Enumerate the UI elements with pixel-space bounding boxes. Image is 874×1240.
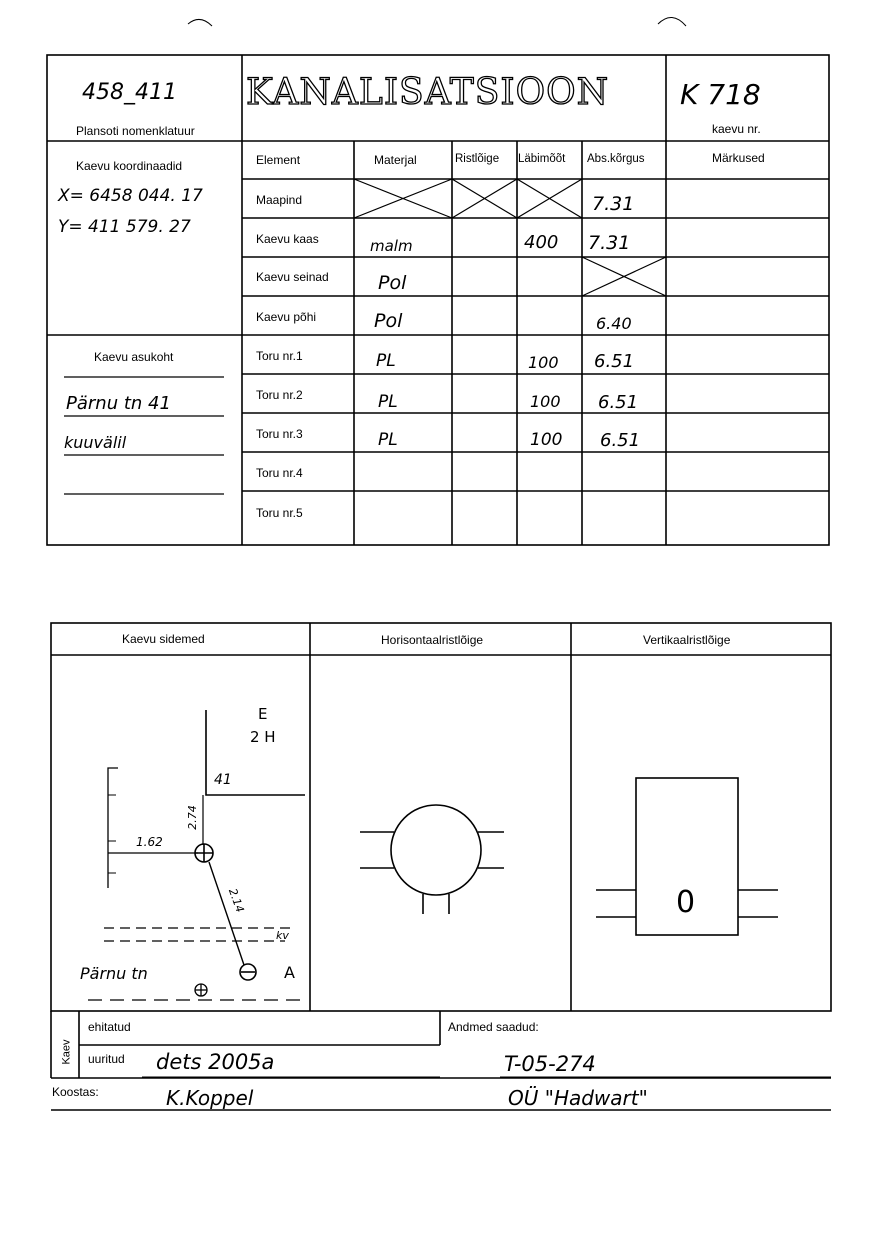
- row-element: Kaevu seinad: [256, 270, 329, 284]
- col-header-cross-section: Ristlõige: [455, 153, 500, 165]
- data-received-value: T-05-274: [504, 1052, 596, 1076]
- fence-line: [108, 768, 118, 888]
- coord-x: X= 6458 044. 17: [58, 186, 203, 206]
- col-header-element: Element: [256, 153, 301, 167]
- row-material: PL: [378, 392, 398, 412]
- sheet-label: Plansoti nomenklatuur: [76, 124, 195, 138]
- row-diameter: 400: [524, 232, 559, 253]
- row-elevation: 7.31: [588, 232, 631, 254]
- annotation-street: Pärnu tn: [80, 964, 148, 983]
- annotation-dist-diag: 2.14: [225, 886, 247, 915]
- punch-hole-right: [658, 17, 686, 26]
- row-material: PL: [378, 430, 398, 450]
- well-number-label: kaevu nr.: [712, 122, 761, 136]
- sketch-header-horizontal: Horisontaalristlõige: [381, 633, 484, 647]
- author-value: K.Koppel: [166, 1086, 254, 1110]
- row-elevation: 6.51: [598, 392, 639, 413]
- sketch-header-vertical: Vertikaalristlõige: [643, 633, 731, 647]
- well-circle: [391, 805, 481, 895]
- annotation-house: 41: [214, 772, 232, 788]
- built-label: ehitatud: [88, 1020, 131, 1034]
- row-element: Kaevu kaas: [256, 232, 319, 246]
- horizontal-section-drawing: [360, 805, 504, 914]
- row-diameter: 100: [530, 430, 563, 450]
- annotation-floors: 2 H: [250, 728, 276, 746]
- author-label: Koostas:: [52, 1085, 99, 1099]
- sketch-header-connections: Kaevu sidemed: [122, 632, 205, 646]
- col-header-material: Materjal: [374, 153, 417, 167]
- data-received-label: Andmed saadud:: [448, 1020, 539, 1034]
- row-element: Maapind: [256, 193, 303, 207]
- punch-hole-left: [188, 19, 212, 26]
- row-elevation: 7.31: [592, 193, 635, 215]
- row-material: Pol: [374, 310, 403, 332]
- annotation-e: E: [258, 705, 268, 723]
- row-diameter: 100: [528, 353, 559, 372]
- coords-label: Kaevu koordinaadid: [76, 159, 183, 173]
- annotation-dist-up: 2.74: [185, 805, 199, 830]
- location-label: Kaevu asukoht: [94, 350, 174, 364]
- surveyed-value: dets 2005a: [156, 1050, 275, 1074]
- well-number: K 718: [680, 78, 761, 111]
- annotation-dist-side: 1.62: [136, 835, 163, 849]
- row-elevation: 6.40: [596, 314, 632, 333]
- row-elevation: 6.51: [600, 430, 641, 451]
- col-header-diameter: Läbimõõt: [518, 153, 566, 165]
- coord-y: Y= 411 579. 27: [58, 217, 191, 237]
- row-elevation: 6.51: [594, 351, 635, 372]
- bottom-form-frame: [51, 623, 831, 1011]
- row-element: Toru nr.3: [256, 427, 303, 441]
- row-material: PL: [376, 351, 396, 371]
- vertical-section-label: 0: [676, 885, 696, 920]
- page-title: KANALISATSIOON: [246, 72, 610, 113]
- annotation-kv: kv: [276, 929, 289, 942]
- row-element: Toru nr.1: [256, 349, 303, 363]
- row-material: malm: [370, 237, 413, 255]
- row-element: Kaevu põhi: [256, 310, 317, 324]
- row-element: Toru nr.5: [256, 506, 303, 520]
- footer-side-label: Kaev: [60, 1039, 73, 1065]
- col-header-elevation: Abs.kõrgus: [587, 153, 645, 165]
- sheet-number: 458_411: [82, 80, 177, 105]
- location-sketch: [88, 710, 305, 1000]
- row-diameter: 100: [530, 392, 561, 411]
- row-element: Toru nr.2: [256, 388, 303, 402]
- location-line-2: kuuvälil: [64, 433, 127, 452]
- location-line-1: Pärnu tn 41: [66, 393, 171, 414]
- row-element: Toru nr.4: [256, 466, 303, 480]
- annotation-point-a: A: [284, 963, 295, 982]
- pipe-line: [209, 862, 244, 965]
- row-material: Pol: [378, 272, 407, 294]
- surveyed-label: uuritud: [88, 1052, 125, 1066]
- company-value: OÜ "Hadwart": [508, 1086, 648, 1110]
- col-header-notes: Märkused: [712, 151, 765, 165]
